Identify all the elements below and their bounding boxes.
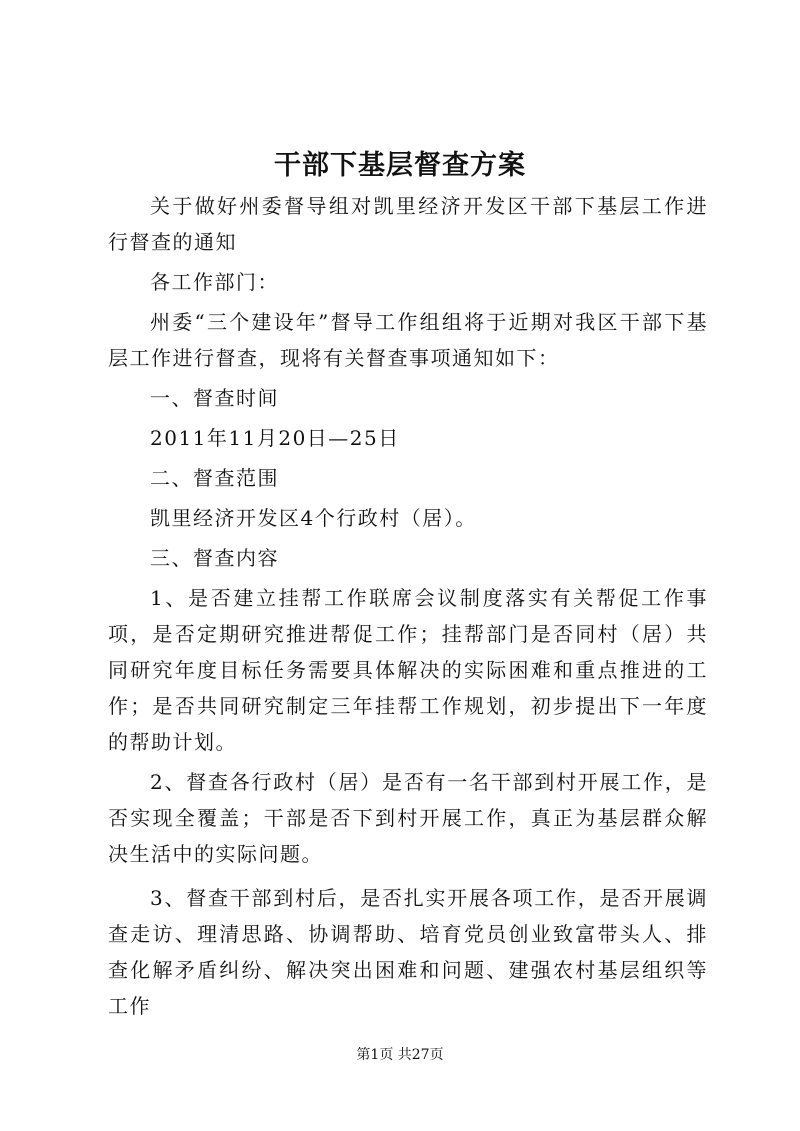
paragraph-intro: 州委“三个建设年”督导工作组组将于近期对我区干部下基层工作进行督查，现将有关督查事项通知如下： <box>108 310 708 370</box>
document-title: 干部下基层督查方案 <box>274 150 526 181</box>
section-heading-scope: 二、督查范围 <box>150 466 279 490</box>
page-footer: 第1页 共27页 <box>356 1047 444 1063</box>
paragraph-content-item-3: 3、督查干部到村后，是否扎实开展各项工作，是否开展调查走访、理清思路、协调帮助、培育党员创业致富带头人、排查化解矛盾纠纷、解决突出困难和问题、建强农村基层组织等工作 <box>108 886 708 1018</box>
document-body <box>108 188 708 1028</box>
paragraph-addressee: 各工作部门： <box>150 270 279 294</box>
paragraph-time: 2011年11月20日—25日 <box>150 426 400 450</box>
paragraph-content-item-2: 2、督查各行政村（居）是否有一名干部到村开展工作，是否实现全覆盖；干部是否下到村开展工作，真正为基层群众解决生活中的实际问题。 <box>108 770 708 866</box>
section-heading-time: 一、督查时间 <box>150 386 279 410</box>
section-heading-content: 三、督查内容 <box>150 546 279 570</box>
paragraph-scope: 凯里经济开发区4个行政村（居）。 <box>150 506 477 530</box>
paragraph-notice-subject: 关于做好州委督导组对凯里经济开发区干部下基层工作进行督查的通知 <box>108 194 708 254</box>
paragraph-content-item-1: 1、是否建立挂帮工作联席会议制度落实有关帮促工作事项，是否定期研究推进帮促工作；挂帮部门是否同村（居）共同研究年度目标任务需要具体解决的实际困难和重点推进的工作；是否共同研究制定三年挂帮工作规划，初步提出下一年度的帮助计划。 <box>108 586 708 754</box>
